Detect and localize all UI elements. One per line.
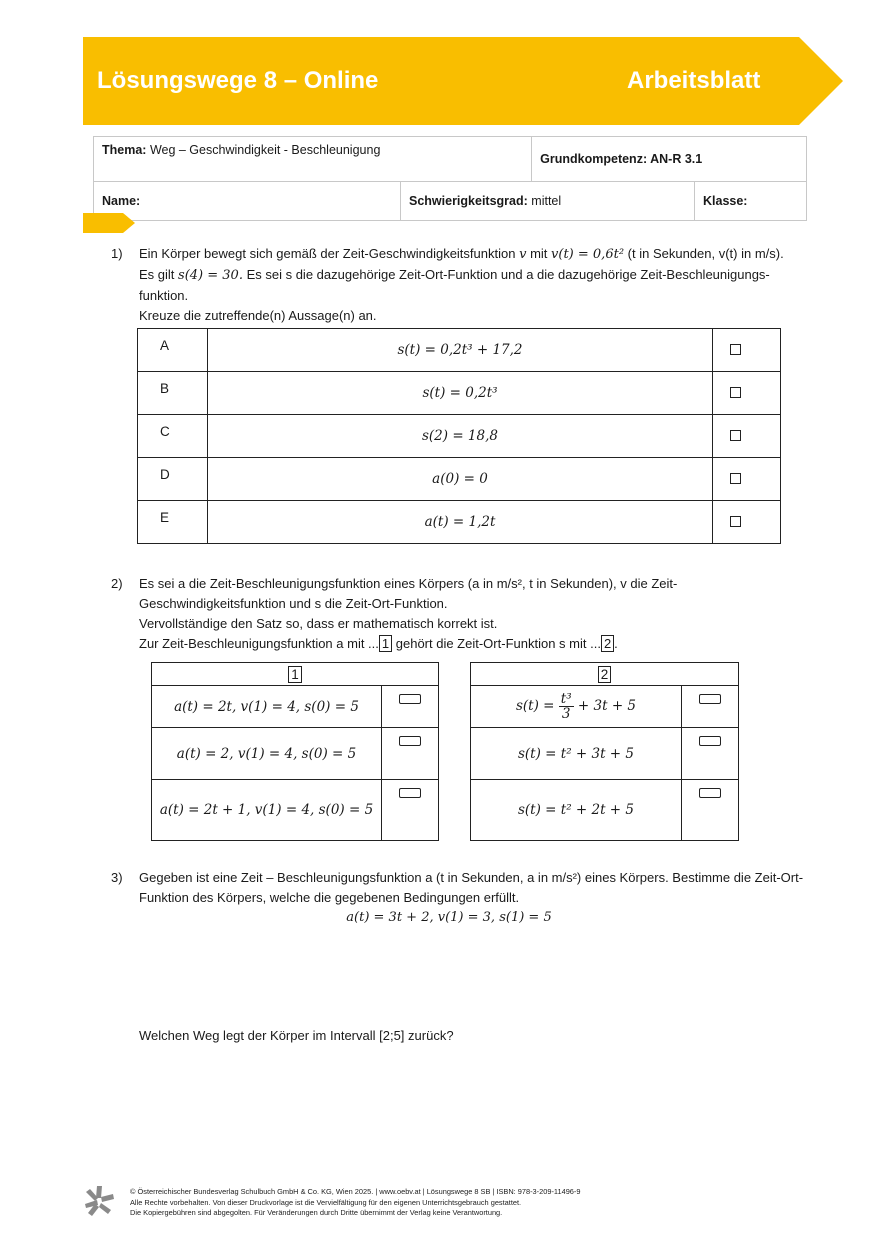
q3-line1: Gegeben ist eine Zeit – Beschleunigungsfunktion a (t in Sekunden, a in m/s²) eines Körpers. Bestimme die Zeit-Ort- <box>139 870 804 885</box>
gap-1-option: a(t) = 2t + 1, v(1) = 4, s(0) = 5 <box>152 780 382 841</box>
gap-2-marker: 2 <box>601 635 614 652</box>
gap-2-option: s(t) = t² + 2t + 5 <box>471 780 682 841</box>
gap-2-table <box>470 662 739 841</box>
footer-disclaimer: Die Kopiergebühren sind abgegolten. Für Veränderungen durch Dritte übernimmt der Verlag keine Verantwortung. <box>130 1208 503 1217</box>
footer-rights: Alle Rechte vorbehalten. Von dieser Druckvorlage ist die Vervielfältigung für den eigenen Unterrichtsgebrauch gestattet. <box>130 1197 522 1207</box>
q2-line3: Vervollständige den Satz so, dass er mathematisch korrekt ist. <box>139 616 498 631</box>
q1-line3: funktion. <box>139 288 189 303</box>
q1-instruction: Kreuze die zutreffende(n) Aussage(n) an. <box>139 308 377 323</box>
q2-sentence-part: Zur Zeit-Beschleunigungsfunktion a mit ... <box>139 636 379 651</box>
option-formula: a(0) = 0 <box>208 458 713 501</box>
q1-text: Es gilt <box>139 267 175 282</box>
fraction <box>559 692 574 721</box>
option-row <box>138 501 781 544</box>
q3-question: Welchen Weg legt der Körper im Intervall [2;5] zurück? <box>139 1028 454 1043</box>
thema-label: Thema: <box>102 143 147 157</box>
option-row <box>138 372 781 415</box>
q3-conditions-formula: a(t) = 3t + 2, v(1) = 3, s(1) = 5 <box>346 910 552 925</box>
option-checkbox[interactable] <box>730 387 741 398</box>
schwierigkeit-value: mittel <box>531 194 562 208</box>
gap-2-option-lhs: s(t) = <box>515 698 555 714</box>
klasse-field[interactable]: Klasse: <box>695 182 807 221</box>
thema-value: Weg – Geschwindigkeit - Beschleunigung <box>149 143 381 157</box>
gap-2-radio[interactable] <box>699 736 721 746</box>
gap-1-marker: 1 <box>379 635 392 652</box>
gap-2-radio[interactable] <box>699 694 721 704</box>
option-row <box>138 415 781 458</box>
option-letter: E <box>138 501 208 544</box>
schwierigkeit-cell <box>401 182 695 221</box>
q2-line2: Geschwindigkeitsfunktion und s die Zeit-Ort-Funktion. <box>139 596 448 611</box>
gap-1-radio[interactable] <box>399 736 421 746</box>
option-checkbox[interactable] <box>730 430 741 441</box>
q2-sentence-part: gehört die Zeit-Ort-Funktion s mit ... <box>395 636 601 651</box>
option-letter: A <box>138 329 208 372</box>
option-formula: a(t) = 1,2t <box>208 501 713 544</box>
q1-text: mit <box>530 246 548 261</box>
gap-1-table <box>151 662 439 841</box>
gap-2-option <box>471 686 682 728</box>
footer <box>130 1187 581 1219</box>
option-letter: D <box>138 458 208 501</box>
q1-options-table <box>137 328 781 544</box>
tab-arrow-decoration <box>83 213 135 233</box>
option-formula: s(2) = 18,8 <box>208 415 713 458</box>
grundkompetenz: Grundkompetenz: AN-R 3.1 <box>532 137 807 182</box>
question-number: 1) <box>111 246 123 261</box>
thema-cell <box>94 137 532 182</box>
header-banner <box>83 37 843 125</box>
worksheet-series-title: Lösungswege 8 – Online <box>97 67 379 94</box>
option-checkbox[interactable] <box>730 516 741 527</box>
option-checkbox[interactable] <box>730 473 741 484</box>
q1-condition: s(4) = 30. <box>178 268 243 283</box>
gap-2-header: 2 <box>598 666 612 683</box>
gap-1-header: 1 <box>288 666 302 683</box>
q3-line2: Funktion des Körpers, welche die gegebenen Bedingungen erfüllt. <box>139 890 520 905</box>
q1-text: Ein Körper bewegt sich gemäß der Zeit-Geschwindigkeitsfunktion <box>139 246 516 261</box>
gap-1-radio[interactable] <box>399 694 421 704</box>
option-letter: C <box>138 415 208 458</box>
question-number: 2) <box>111 576 123 591</box>
q1-line1 <box>139 244 809 265</box>
q2-sentence: Zur Zeit-Beschleunigungsfunktion a mit ... 1 gehört die Zeit-Ort-Funktion s mit ... 2 . <box>139 636 618 651</box>
option-checkbox[interactable] <box>730 344 741 355</box>
q1-symbol: v <box>519 247 527 262</box>
gap-2-option-rhs: + 3t + 5 <box>577 698 637 714</box>
gap-2-radio[interactable] <box>699 788 721 798</box>
q1-text: Es sei s die dazugehörige Zeit-Ort-Funktion und a die dazugehörige Zeit-Beschleunigungs- <box>246 267 770 282</box>
footer-copyright: © Österreichischer Bundesverlag Schulbuch GmbH & Co. KG, Wien 2025. | www.oebv.at | Lösungswege 8 SB | ISBN: 978-3-209-11496-9 <box>130 1187 581 1196</box>
option-formula: s(t) = 0,2t³ + 17,2 <box>208 329 713 372</box>
q1-text: (t in Sekunden, v(t) in m/s). <box>627 246 784 261</box>
q1-line2 <box>139 265 809 286</box>
meta-table <box>93 136 807 221</box>
publisher-logo <box>83 1184 115 1218</box>
gap-1-option: a(t) = 2, v(1) = 4, s(0) = 5 <box>152 728 382 780</box>
option-letter: B <box>138 372 208 415</box>
q1-velocity-function: v(t) = 0,6t² <box>551 247 625 262</box>
q2-line1: Es sei a die Zeit-Beschleunigungsfunktion eines Körpers (a in m/s², t in Sekunden), v die Zeit- <box>139 576 678 591</box>
schwierigkeit-label: Schwierigkeitsgrad: <box>409 194 528 208</box>
worksheet-type: Arbeitsblatt <box>627 67 761 94</box>
question-number: 3) <box>111 870 123 885</box>
gap-1-radio[interactable] <box>399 788 421 798</box>
option-row <box>138 329 781 372</box>
fraction-denominator: 3 <box>561 706 571 722</box>
gap-2-option: s(t) = t² + 3t + 5 <box>471 728 682 780</box>
option-formula: s(t) = 0,2t³ <box>208 372 713 415</box>
option-row <box>138 458 781 501</box>
gap-1-option: a(t) = 2t, v(1) = 4, s(0) = 5 <box>152 686 382 728</box>
name-field[interactable]: Name: <box>94 182 401 221</box>
fraction-numerator: t³ <box>560 691 572 707</box>
